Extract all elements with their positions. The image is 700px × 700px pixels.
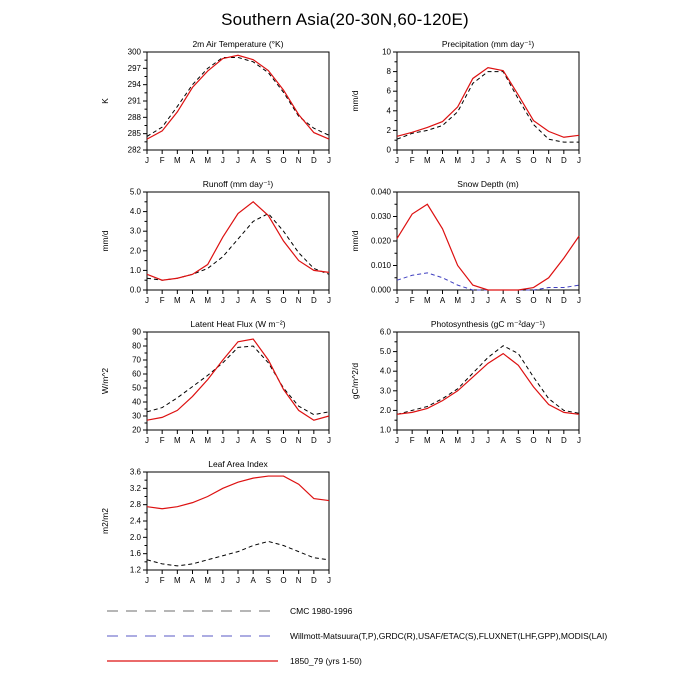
x-tick-label: O: [280, 156, 287, 165]
series-line-obs-dashed: [147, 57, 329, 136]
x-tick-label: A: [250, 576, 256, 585]
legend-item-1: [105, 623, 607, 648]
legend-line-sample: [105, 606, 280, 616]
x-tick-label: A: [439, 296, 446, 305]
series-line-obs-dashed: [397, 346, 579, 415]
legend-label: CMC 1980-1996: [290, 605, 353, 616]
y-tick-label: 10: [382, 47, 391, 57]
x-tick-label: M: [423, 296, 431, 305]
legend-line-sample: [105, 656, 280, 666]
x-tick-label: M: [204, 296, 212, 305]
y-tick-label: 0.000: [370, 285, 391, 295]
y-tick-label: 2.0: [129, 532, 141, 542]
x-tick-label: M: [454, 156, 462, 165]
legend-line-sample: [105, 631, 280, 641]
y-tick-label: 294: [127, 80, 141, 90]
x-tick-label: M: [454, 296, 462, 305]
x-tick-label: M: [173, 576, 181, 585]
y-tick-label: 0.020: [370, 236, 391, 246]
y-tick-label: 1.0: [379, 425, 391, 435]
x-tick-label: J: [577, 296, 581, 305]
x-tick-label: S: [265, 436, 272, 445]
x-tick-label: N: [295, 156, 302, 165]
x-tick-label: J: [470, 156, 475, 165]
chart-panel-5: [345, 316, 595, 456]
x-tick-label: J: [220, 296, 225, 305]
series-line-1850_79: [147, 339, 329, 420]
x-tick-label: O: [530, 156, 537, 165]
x-tick-label: J: [327, 296, 331, 305]
x-tick-label: J: [327, 436, 331, 445]
x-tick-label: J: [577, 436, 581, 445]
x-tick-label: O: [280, 436, 287, 445]
y-tick-label: 0: [386, 145, 391, 155]
chart-title: Latent Heat Flux (W m⁻²): [190, 319, 286, 329]
x-tick-label: A: [500, 296, 506, 305]
chart-title: Runoff (mm day⁻¹): [202, 179, 274, 189]
y-tick-label: 40: [132, 397, 141, 407]
x-tick-label: D: [560, 436, 567, 445]
x-tick-label: A: [439, 156, 446, 165]
x-tick-label: A: [189, 436, 196, 445]
x-tick-label: F: [409, 436, 415, 445]
x-tick-label: M: [204, 576, 212, 585]
x-tick-label: D: [310, 576, 317, 585]
y-axis-label: mm/d: [100, 230, 110, 252]
x-tick-label: A: [250, 156, 256, 165]
charts-grid: [95, 36, 595, 596]
x-tick-label: A: [250, 296, 256, 305]
y-tick-label: 30: [132, 411, 141, 421]
y-tick-label: 90: [132, 327, 141, 337]
chart-title: Precipitation (mm day⁻¹): [441, 39, 535, 49]
x-tick-label: F: [159, 296, 165, 305]
x-tick-label: A: [250, 436, 256, 445]
plot-frame: [397, 52, 579, 150]
x-tick-label: J: [470, 436, 475, 445]
chart-title: Leaf Area Index: [208, 459, 268, 469]
x-tick-label: S: [265, 156, 272, 165]
y-tick-label: 3.0: [379, 386, 391, 396]
y-tick-label: 2.4: [129, 516, 141, 526]
x-tick-label: M: [173, 296, 181, 305]
series-line-1850_79: [147, 476, 329, 509]
series-line-1850_79: [397, 204, 579, 290]
y-tick-label: 1.6: [129, 549, 141, 559]
y-tick-label: 6.0: [379, 327, 391, 337]
y-tick-label: 60: [132, 369, 141, 379]
y-tick-label: 291: [127, 96, 141, 106]
y-tick-label: 0.0: [129, 285, 141, 295]
x-tick-label: J: [486, 296, 490, 305]
y-tick-label: 8: [386, 67, 391, 77]
x-tick-label: J: [236, 576, 240, 585]
x-tick-label: O: [280, 296, 287, 305]
x-tick-label: F: [159, 156, 165, 165]
series-line-obs-dashed: [397, 273, 579, 290]
x-tick-label: N: [295, 436, 302, 445]
x-tick-label: N: [295, 576, 302, 585]
plot-frame: [397, 332, 579, 430]
x-tick-label: S: [515, 436, 522, 445]
x-tick-label: M: [423, 156, 431, 165]
series-line-1850_79: [147, 202, 329, 280]
x-tick-label: J: [236, 436, 240, 445]
y-axis-label: W/m^2: [100, 367, 110, 395]
x-tick-label: F: [159, 436, 165, 445]
legend-label: 1850_79 (yrs 1-50): [290, 655, 362, 666]
x-tick-label: N: [545, 296, 552, 305]
x-tick-label: J: [486, 156, 490, 165]
plot-frame: [147, 332, 329, 430]
chart-title: 2m Air Temperature (°K): [192, 39, 284, 49]
x-tick-label: M: [454, 436, 462, 445]
x-tick-label: A: [439, 436, 446, 445]
y-tick-label: 0.010: [370, 261, 391, 270]
x-tick-label: A: [189, 156, 196, 165]
series-line-obs-dashed: [397, 72, 579, 143]
x-tick-label: A: [189, 576, 196, 585]
y-tick-label: 288: [127, 112, 141, 122]
series-line-1850_79: [397, 68, 579, 138]
x-tick-label: S: [265, 576, 272, 585]
y-tick-label: 3.0: [129, 226, 141, 236]
series-line-1850_79: [397, 354, 579, 415]
x-tick-label: N: [545, 436, 552, 445]
x-tick-label: M: [204, 436, 212, 445]
x-tick-label: F: [159, 576, 165, 585]
y-axis-label: K: [100, 98, 110, 104]
y-axis-label: mm/d: [350, 90, 360, 112]
x-tick-label: F: [409, 296, 415, 305]
x-tick-label: D: [310, 156, 317, 165]
x-tick-label: S: [515, 156, 522, 165]
legend: [105, 598, 607, 673]
y-tick-label: 3.6: [129, 467, 141, 477]
y-tick-label: 80: [132, 341, 141, 351]
y-tick-label: 70: [132, 355, 141, 365]
x-tick-label: M: [173, 436, 181, 445]
x-tick-label: J: [145, 576, 149, 585]
x-tick-label: O: [530, 436, 537, 445]
x-tick-label: A: [500, 156, 506, 165]
x-tick-label: J: [236, 156, 240, 165]
y-tick-label: 6: [386, 86, 391, 96]
x-tick-label: J: [145, 296, 149, 305]
x-tick-label: A: [189, 296, 196, 305]
x-tick-label: J: [145, 436, 149, 445]
y-tick-label: 0.030: [370, 212, 391, 221]
y-tick-label: 20: [132, 425, 141, 435]
x-tick-label: J: [395, 156, 399, 165]
y-tick-label: 4: [386, 106, 391, 116]
legend-item-0: [105, 598, 607, 623]
series-line-1850_79: [147, 55, 329, 139]
x-tick-label: O: [530, 296, 537, 305]
figure-title: Southern Asia(20-30N,60-120E): [221, 10, 469, 29]
y-tick-label: 2.8: [129, 500, 141, 510]
x-tick-label: N: [545, 156, 552, 165]
x-tick-label: M: [204, 156, 212, 165]
x-tick-label: J: [145, 156, 149, 165]
x-tick-label: D: [560, 296, 567, 305]
x-tick-label: J: [220, 156, 225, 165]
y-tick-label: 297: [127, 63, 141, 73]
y-tick-label: 1.2: [129, 565, 141, 575]
plot-frame: [147, 192, 329, 290]
x-tick-label: J: [220, 576, 225, 585]
chart-panel-1: [345, 36, 595, 176]
x-tick-label: S: [265, 296, 272, 305]
x-tick-label: F: [409, 156, 415, 165]
y-tick-label: 300: [127, 47, 141, 57]
x-tick-label: D: [310, 296, 317, 305]
y-axis-label: gC/m^2/d: [350, 362, 360, 400]
y-tick-label: 1.0: [129, 265, 141, 275]
x-tick-label: M: [423, 436, 431, 445]
y-tick-label: 2.0: [379, 405, 391, 415]
x-tick-label: D: [310, 436, 317, 445]
chart-panel-4: [95, 316, 345, 456]
y-axis-label: mm/d: [350, 230, 360, 252]
chart-title: Snow Depth (m): [457, 179, 519, 189]
x-tick-label: J: [395, 436, 399, 445]
x-tick-label: S: [515, 296, 522, 305]
y-tick-label: 50: [132, 383, 141, 393]
x-tick-label: J: [470, 296, 475, 305]
series-line-obs-dashed: [147, 214, 329, 281]
y-tick-label: 2: [386, 125, 391, 135]
legend-item-2: [105, 648, 607, 673]
x-tick-label: M: [173, 156, 181, 165]
legend-label: Willmott-Matsuura(T,P),GRDC(R),USAF/ETAC(S),FLUXNET(LHF,GPP),MODIS(LAI): [290, 630, 608, 641]
y-tick-label: 2.0: [129, 246, 141, 256]
x-tick-label: D: [560, 156, 567, 165]
plot-frame: [147, 52, 329, 150]
series-line-obs-dashed: [147, 346, 329, 415]
y-tick-label: 0.040: [370, 187, 391, 197]
chart-panel-3: [345, 176, 595, 316]
y-tick-label: 4.0: [129, 207, 141, 217]
x-tick-label: J: [486, 436, 490, 445]
y-tick-label: 282: [127, 145, 141, 155]
y-tick-label: 4.0: [379, 366, 391, 376]
chart-panel-6: [95, 456, 345, 596]
y-tick-label: 5.0: [129, 187, 141, 197]
x-tick-label: J: [395, 296, 399, 305]
x-tick-label: A: [500, 436, 506, 445]
x-tick-label: J: [327, 156, 331, 165]
x-tick-label: J: [327, 576, 331, 585]
y-axis-label: m2/m2: [100, 508, 110, 534]
chart-panel-2: [95, 176, 345, 316]
series-line-obs-dashed: [147, 541, 329, 566]
x-tick-label: J: [577, 156, 581, 165]
y-tick-label: 3.2: [129, 483, 141, 493]
y-tick-label: 285: [127, 129, 141, 139]
chart-panel-0: [95, 36, 345, 176]
x-tick-label: N: [295, 296, 302, 305]
x-tick-label: O: [280, 576, 287, 585]
x-tick-label: J: [220, 436, 225, 445]
y-tick-label: 5.0: [379, 347, 391, 357]
x-tick-label: J: [236, 296, 240, 305]
chart-title: Photosynthesis (gC m⁻²day⁻¹): [430, 319, 546, 329]
